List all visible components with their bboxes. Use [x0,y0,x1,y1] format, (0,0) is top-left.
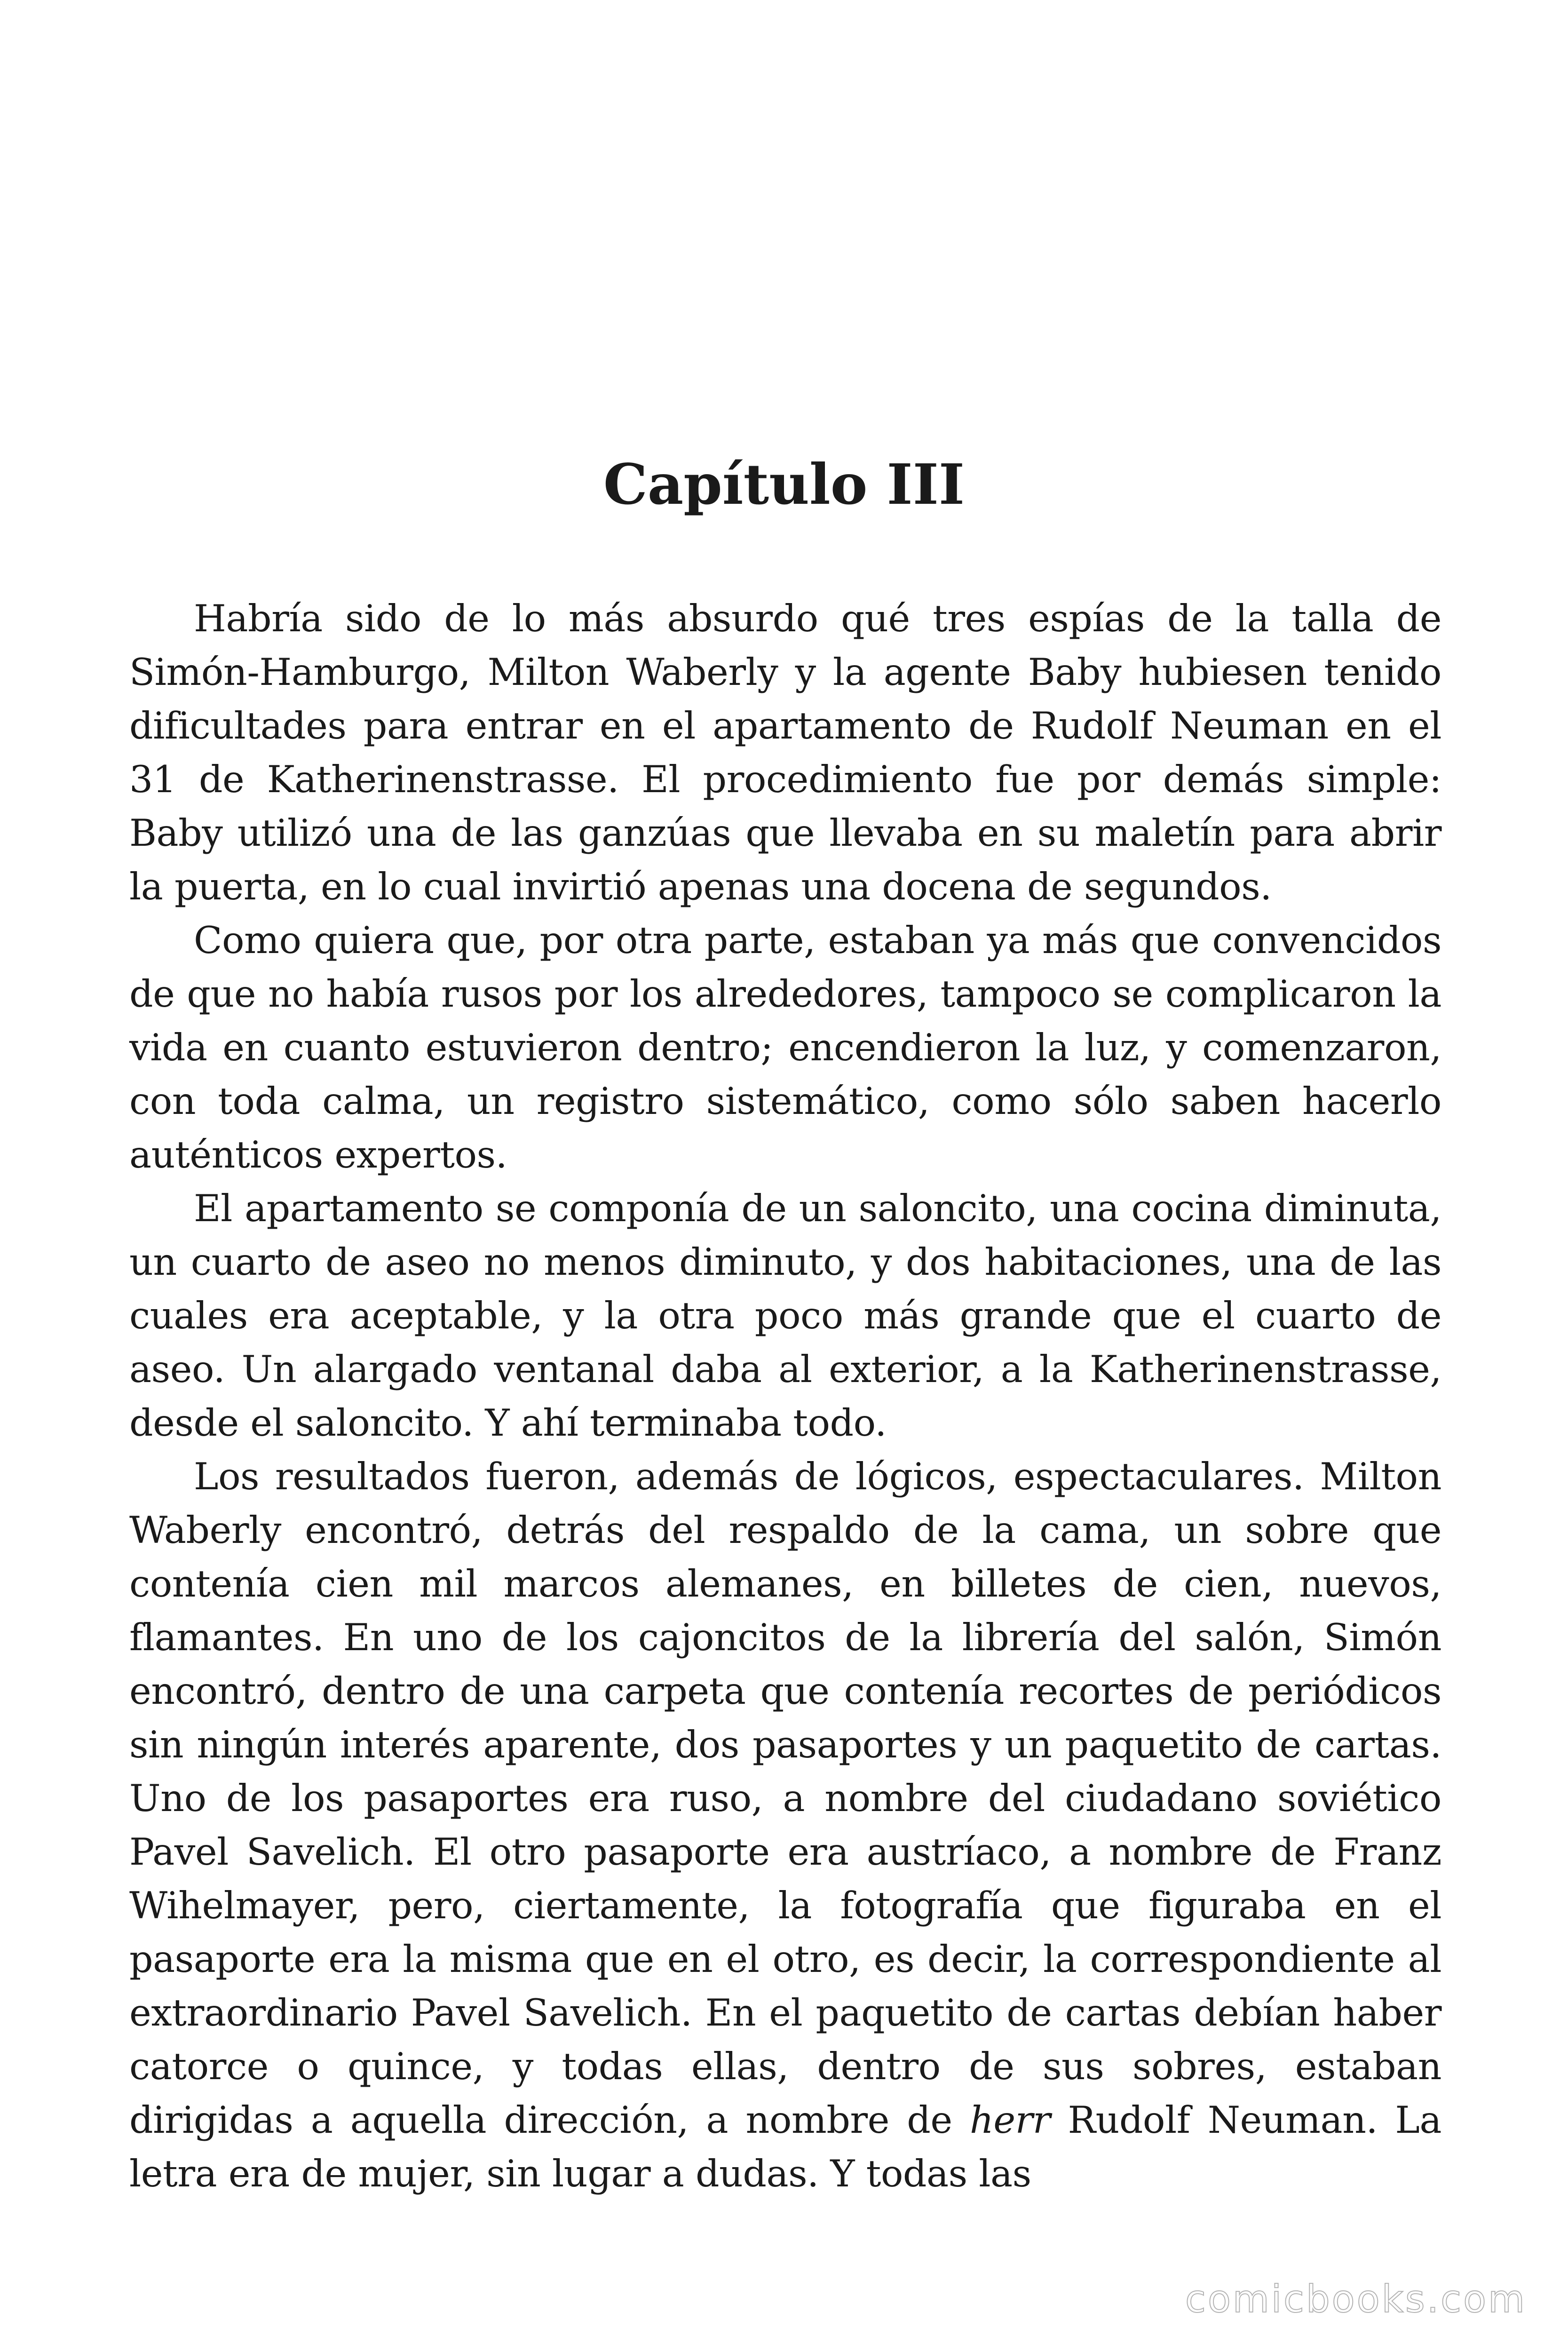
paragraph-4-text-before: Los resultados fueron, además de lógicos, espectaculares. Milton Waberly encontró, detrás del respaldo de la cama, un sobre que contenía cien mil marcos alemanes, en billetes de cien, nuevos, flamantes. En uno de los cajoncitos de la librería del salón, Simón encontró, dentro de una carpeta que contenía recortes de periódicos sin ningún interés aparente, dos pasaportes y un paquetito de cartas. Uno de los pasaportes era ruso, a nombre del ciudadano soviético Pavel Savelich. El otro pasaporte era austríaco, a nombre de Franz Wihelmayer, pero, ciertamente, la fotografía que figuraba en el pasaporte era la misma que en el otro, es decir, la correspondiente al extraordinario Pavel Savelich. En el paquetito de cartas debían haber catorce o quince, y todas ellas, dentro de sus sobres, estaban dirigidas a aquella dirección, a nombre de [129,1455,1441,2142]
watermark-logo: comicbooks.com [1185,2277,1527,2321]
paragraph-4-text-after: Rudolf Neuman. La letra era de mujer, sin lugar a dudas. Y todas las [129,2098,1441,2195]
paragraph-2: Como quiera que, por otra parte, estaban ya más que convencidos de que no había rusos por los alrededores, tampoco se complicaron la vida en cuanto estuvieron dentro; encendieron la luz, y comenzaron, con toda calma, un registro sistemático, como sólo saben hacerlo auténticos expertos. [129,919,1441,1176]
paragraph-1: Habría sido de lo más absurdo qué tres espías de la talla de Simón-Hamburgo, Milton Waberly y la agente Baby hubiesen tenido dificultades para entrar en el apartamento de Rudolf Neuman en el 31 de Katherinenstrasse. El procedimiento fue por demás simple: Baby utilizó una de las ganzúas que llevaba en su maletín para abrir la puerta, en lo cual invirtió apenas una docena de segundos. [129,597,1441,908]
italic-word-herr: herr [969,2098,1051,2142]
chapter-body [129,592,1441,2201]
chapter-title: Capítulo III [603,452,965,517]
paragraph-3: El apartamento se componía de un saloncito, una cocina diminuta, un cuarto de aseo no menos diminuto, y dos habitaciones, una de las cuales era aceptable, y la otra poco más grande que el cuarto de aseo. Un alargado ventanal daba al exterior, a la Katherinenstrasse, desde el saloncito. Y ahí terminaba todo. [129,1187,1441,1445]
paragraph-4 [129,1450,1441,2201]
